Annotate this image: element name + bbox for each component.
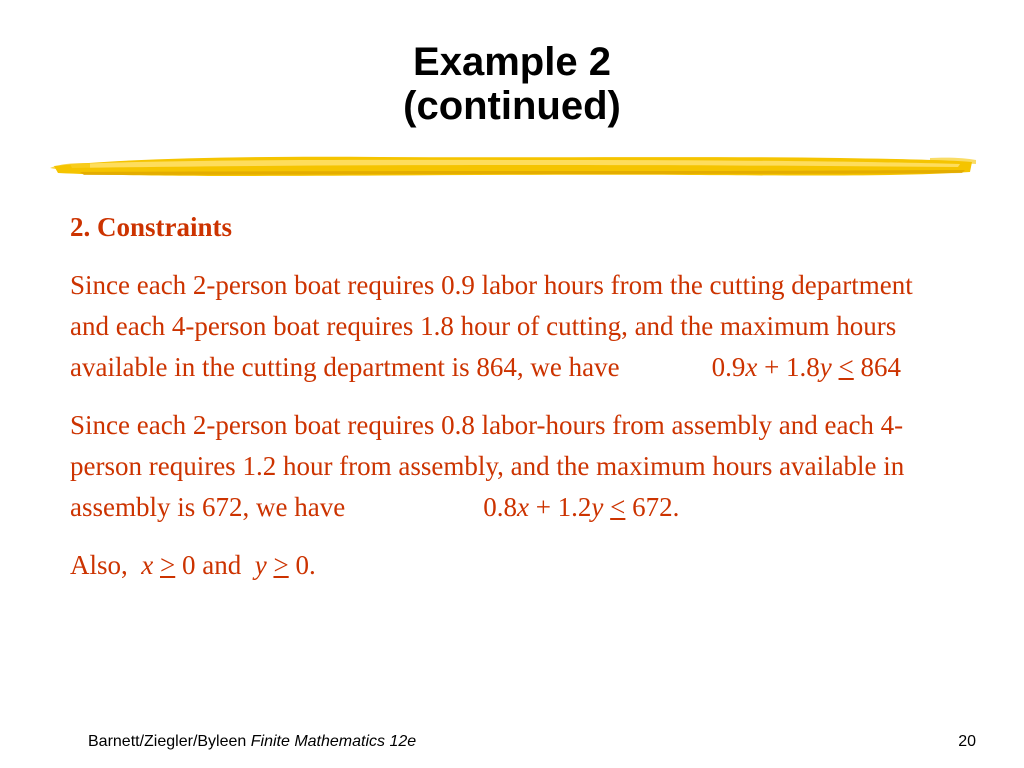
assembly-inequality: 0.8x + 1.2y < 672. [483, 492, 680, 522]
slide-number: 20 [958, 733, 976, 750]
cutting-constraint-text: Since each 2-person boat requires 0.9 labor hours from the cutting department and each 4-person boat requires 1.8 hour of cutting, and the maximum hours available in the cutting department is 864, we have [70, 270, 920, 382]
nonnegativity-constraint: Also, x > 0 and y > 0. [70, 550, 316, 580]
slide-body [70, 207, 950, 603]
cutting-inequality: 0.9x + 1.8y < 864 [711, 352, 902, 382]
slide-title [0, 40, 1024, 128]
constraints-heading: 2. Constraints [70, 212, 233, 242]
footer-book-title: Finite Mathematics 12e [250, 733, 417, 750]
title-line-1: Example 2 [413, 40, 611, 84]
greater-equal-symbol: > [273, 550, 289, 580]
yellow-brush-stroke-divider [50, 146, 976, 186]
less-equal-symbol: < [838, 352, 854, 382]
cutting-constraint-paragraph [70, 265, 950, 388]
title-line-2: (continued) [403, 84, 621, 128]
assembly-constraint-paragraph [70, 405, 950, 528]
assembly-constraint-text: Since each 2-person boat requires 0.8 labor-hours from assembly and each 4-person requires 1.2 hour from assembly, and the maximum hours available in assembly is 672, we have [70, 410, 912, 522]
less-equal-symbol: < [610, 492, 626, 522]
footer-citation [88, 733, 416, 751]
greater-equal-symbol: > [160, 550, 176, 580]
footer-authors: Barnett/Ziegler/Byleen [88, 733, 251, 750]
